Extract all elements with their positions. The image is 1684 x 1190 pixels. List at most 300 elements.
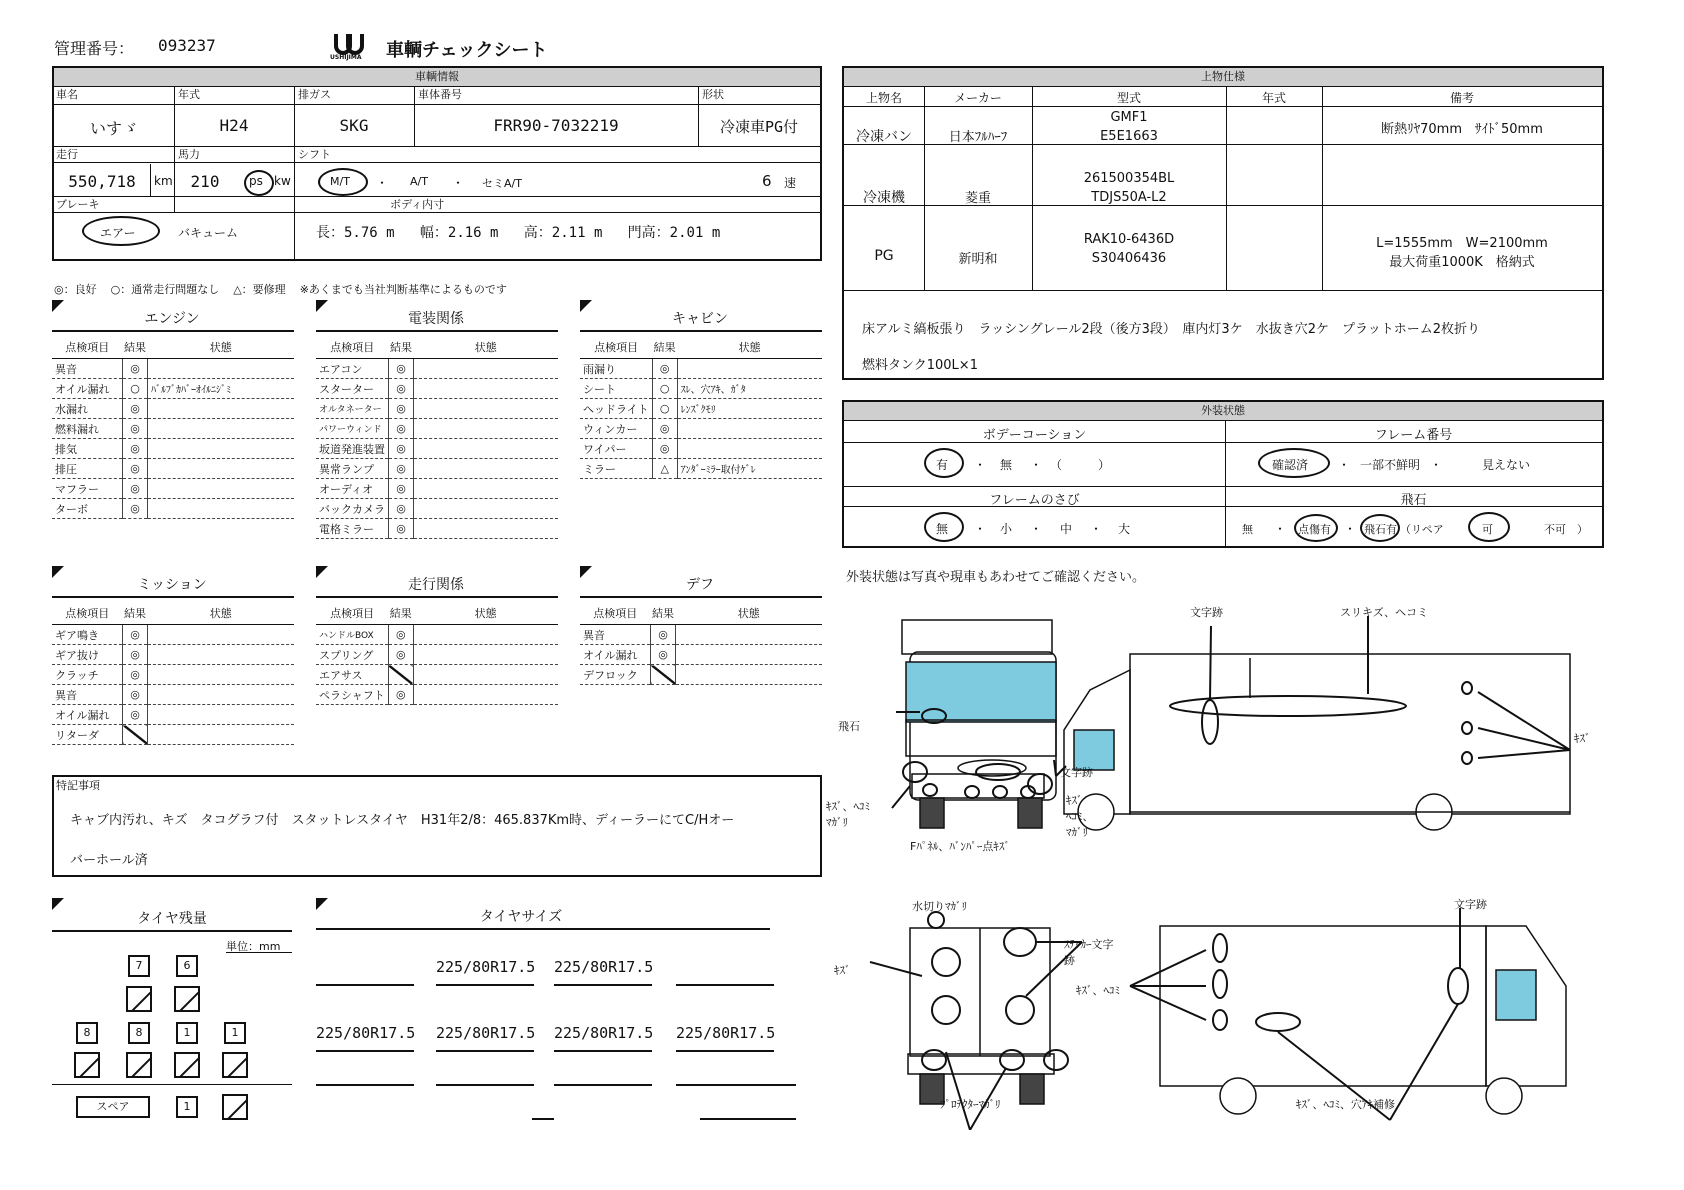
check-item: スプリング <box>316 645 388 665</box>
check-row <box>580 439 822 459</box>
check-state <box>148 479 295 499</box>
check-row <box>52 499 294 519</box>
check-result: ◎ <box>388 645 413 665</box>
tire-size-title: タイヤサイズ <box>479 909 563 925</box>
body-dimensions: 長：5.76 m 幅：2.16 m 高：2.11 m 門高：2.01 m <box>316 225 721 241</box>
check-result: ◎ <box>389 379 414 399</box>
check-row <box>580 399 822 419</box>
truck-diagrams <box>830 590 1670 1130</box>
upper-model-1: RAK10-6436D <box>1083 232 1175 247</box>
check-row <box>316 665 558 685</box>
tire-size-r1-3: 225/80R17.5 <box>554 958 654 976</box>
check-result: ◎ <box>388 685 413 705</box>
ps-unit: ps <box>249 174 263 188</box>
label-chassis: 車体番号 <box>418 88 462 101</box>
check-state <box>414 479 559 499</box>
check-row <box>52 645 294 665</box>
rust-0: 無 <box>936 522 949 536</box>
body-height: 2.11 <box>551 225 586 241</box>
col-header: 状態 <box>148 602 295 625</box>
label-car-name: 車名 <box>56 88 78 101</box>
check-result: ◎ <box>123 439 148 459</box>
check-state: ﾊﾞﾙﾌﾞｶﾊﾞｰｵｲﾙﾆｼﾞﾐ <box>148 379 295 399</box>
upper-name: 冷凍機 <box>863 190 905 206</box>
upper-col-note: 備考 <box>1449 91 1474 105</box>
diff-title: デフ <box>686 577 714 593</box>
label-shift: シフト <box>298 148 331 161</box>
check-item: 坂道発進装置 <box>316 439 389 459</box>
col-header: 結果 <box>652 336 677 359</box>
tire-rear-4: 1 <box>224 1022 246 1044</box>
legend: ◎：良好 ○：通常走行問題なし △：要修理 ※あくまでも当社判断基準によるものです <box>54 283 507 296</box>
cabin-title: キャビン <box>672 311 728 327</box>
upper-model-1: 261500354BL <box>1083 171 1175 186</box>
stone-fuka: 不可 ） <box>1544 523 1588 536</box>
rust-2: 中 <box>1060 522 1073 536</box>
check-row <box>580 645 822 665</box>
check-item: 雨漏り <box>580 359 652 379</box>
check-result: ○ <box>652 379 677 399</box>
exterior-header: 外装状態 <box>844 402 1602 421</box>
check-state: ｱﾝﾀﾞｰﾐﾗｰ取付ｹﾞﾚ <box>677 459 822 479</box>
check-row <box>52 725 294 745</box>
check-result: ◎ <box>123 685 148 705</box>
check-result: ◎ <box>123 399 148 419</box>
check-item: ワイパー <box>580 439 652 459</box>
check-result: ◎ <box>389 479 414 499</box>
upper-name: PG <box>874 248 894 264</box>
check-result: ◎ <box>123 665 148 685</box>
check-item: ギア抜け <box>52 645 123 665</box>
vehicle-info-box: 車輌情報 車名 年式 排ガス 車体番号 形状 いすゞ H24 SKG FRR90-7032219 冷凍車PG付 走行 馬力 シフト 550,718 km 210 ps kw M/T ・ A/T ・ セミA/T 6 速 ブレーキ ボディ内寸 エアー バキューム 長：5.76 m 幅：2.16 m 高：2.11 m 門高：2.01 m <box>52 66 822 261</box>
rust-3: 大 <box>1118 522 1131 536</box>
upper-maker: 菱重 <box>964 191 991 206</box>
check-item: エアコン <box>316 359 389 379</box>
check-result: ◎ <box>123 359 148 379</box>
col-header: 結果 <box>388 602 413 625</box>
check-row <box>52 379 294 399</box>
col-header: 結果 <box>651 602 676 625</box>
gas-value: SKG <box>339 116 369 135</box>
check-result: ◎ <box>389 499 414 519</box>
check-state <box>414 379 559 399</box>
check-row <box>52 459 294 479</box>
remarks-line1: キャブ内汚れ、キズ タコグラフ付 スタットレスタイヤ H31年2/8：465.837Km時、ディーラーにてC/Hオー <box>70 813 735 828</box>
rust-title: フレームのさび <box>989 493 1080 508</box>
check-item: 排気 <box>52 439 123 459</box>
check-result: ◎ <box>388 625 413 645</box>
check-state <box>148 419 295 439</box>
check-result: ◎ <box>389 519 414 539</box>
ann-rear-kizu: ｷｽﾞ <box>834 964 851 977</box>
col-header: 状態 <box>414 336 559 359</box>
check-item: 排圧 <box>52 459 123 479</box>
check-row <box>52 419 294 439</box>
check-row <box>52 479 294 499</box>
tire-size-r2-3: 225/80R17.5 <box>554 1024 654 1042</box>
tire-front-right: 6 <box>176 955 198 977</box>
check-result: ◎ <box>123 459 148 479</box>
door-height: 2.01 <box>669 225 704 241</box>
check-item: ヘッドライト <box>580 399 652 419</box>
check-state <box>414 519 559 539</box>
shift-semi: セミA/T <box>482 177 522 190</box>
check-row <box>316 499 558 519</box>
remarks-line2: バーホール済 <box>70 853 148 868</box>
mission-table <box>52 602 294 745</box>
hp-value: 210 <box>190 172 220 191</box>
truck-side-view-2-icon <box>1160 926 1566 1114</box>
check-result: ◎ <box>652 419 677 439</box>
check-row <box>316 625 558 645</box>
cabin-table <box>580 336 822 479</box>
frame-title: フレーム番号 <box>1374 428 1453 443</box>
check-result: ◎ <box>389 459 414 479</box>
coat-title: ボデーコーション <box>982 428 1087 443</box>
upper-name: 冷凍バン <box>856 129 912 145</box>
check-row <box>52 399 294 419</box>
check-result: ◎ <box>651 645 676 665</box>
check-result: ○ <box>123 379 148 399</box>
brake-air: エアー <box>100 226 136 240</box>
ann-front-kizu-left: ｷｽﾞ、ﾍｺﾐ ﾏｶﾞﾘ <box>826 800 870 829</box>
check-item: ギア鳴き <box>52 625 123 645</box>
label-shape: 形状 <box>702 88 724 101</box>
check-result: ◎ <box>123 479 148 499</box>
check-result: ◎ <box>123 645 148 665</box>
col-header: 点検項目 <box>580 336 652 359</box>
check-item: ターボ <box>52 499 123 519</box>
upper-memo-2: 燃料タンク100L×1 <box>862 358 978 373</box>
check-state <box>414 439 559 459</box>
check-row <box>52 705 294 725</box>
check-state <box>677 419 822 439</box>
check-item: ミラー <box>580 459 652 479</box>
col-header: 状態 <box>677 336 822 359</box>
tire-size-r2-2: 225/80R17.5 <box>436 1024 536 1042</box>
upper-note-1: 断熱ﾘﾔ70mm ｻｲﾄﾞ50mm <box>1381 122 1543 137</box>
col-header: 状態 <box>148 336 295 359</box>
check-state <box>676 625 823 645</box>
check-state <box>414 359 559 379</box>
gears-unit: 速 <box>784 176 797 190</box>
engine-title: エンジン <box>144 311 200 327</box>
col-header: 結果 <box>123 602 148 625</box>
check-result <box>651 665 676 685</box>
check-item: 燃料漏れ <box>52 419 123 439</box>
check-row <box>52 665 294 685</box>
check-result: ◎ <box>123 625 148 645</box>
tire-remain-title: タイヤ残量 <box>137 911 207 927</box>
check-item: オイル漏れ <box>52 705 123 725</box>
tire-unit: 単位：mm <box>226 940 281 953</box>
ann-side2-bottom: ｷｽﾞ、ﾍｺﾐ、穴ｱｷ補修 <box>1296 1098 1395 1111</box>
check-result: △ <box>652 459 677 479</box>
label-mileage: 走行 <box>56 148 78 161</box>
denso-title: 電装関係 <box>408 311 464 327</box>
frame-part: 一部不鮮明 <box>1360 458 1421 472</box>
check-row <box>316 359 558 379</box>
col-header: 点検項目 <box>580 602 651 625</box>
check-state <box>677 359 822 379</box>
ann-front-moji: 文字跡 <box>1190 606 1223 619</box>
check-item: 水漏れ <box>52 399 123 419</box>
check-state <box>148 499 295 519</box>
stone-nashi: 無 <box>1242 523 1253 536</box>
upper-model-2: TDJS50A-L2 <box>1091 190 1167 205</box>
stone-repair: （リペア <box>1400 523 1444 536</box>
label-body: ボディ内寸 <box>390 198 445 211</box>
check-item: オイル漏れ <box>52 379 123 399</box>
vehicle-info-header: 車輌情報 <box>54 68 820 87</box>
stone-ka: 可 <box>1482 523 1493 536</box>
check-state <box>413 625 558 645</box>
check-state <box>148 725 295 745</box>
diff-table <box>580 602 822 685</box>
check-result: ○ <box>652 399 677 419</box>
check-result: ◎ <box>652 439 677 459</box>
check-item: 異音 <box>52 685 123 705</box>
ann-front-moji2: 文字跡 <box>1060 766 1093 779</box>
check-row <box>316 379 558 399</box>
check-row <box>580 379 822 399</box>
check-row <box>316 645 558 665</box>
upper-model-2: E5E1663 <box>1100 129 1158 144</box>
ann-front-scratch: スリキズ、ヘコミ <box>1340 606 1429 619</box>
check-row <box>316 685 558 705</box>
gears-value: 6 <box>762 172 772 190</box>
upper-note-1: L=1555mm W=2100mm <box>1376 236 1548 251</box>
ann-front-kizu-right: ｷｽﾞ ﾍｺﾐ、 ﾏｶﾞﾘ <box>1066 794 1094 839</box>
check-state <box>677 439 822 459</box>
check-state <box>148 359 295 379</box>
ann-side2-moji: 文字跡 <box>1454 898 1487 911</box>
check-item: 異常ランプ <box>316 459 389 479</box>
kanri-label: 管理番号： <box>54 39 135 58</box>
check-row <box>580 419 822 439</box>
soukou-table <box>316 602 558 705</box>
col-header: 点検項目 <box>52 602 123 625</box>
check-state: ﾚﾝｽﾞｸﾓﾘ <box>677 399 822 419</box>
exterior-note: 外装状態は写真や現車もあわせてご確認ください。 <box>846 570 1146 585</box>
ann-rear-mizu: 水切りﾏｶﾞﾘ <box>912 900 967 913</box>
check-item: 電格ミラー <box>316 519 389 539</box>
check-item: オーディオ <box>316 479 389 499</box>
check-item: デフロック <box>580 665 651 685</box>
upper-memo-1: 床アルミ縞板張り ラッシングレール2段（後方3段） 庫内灯3ケ 水抜き穴2ケ プラットホーム2枚折り <box>862 322 1480 337</box>
stone-title: 飛石 <box>1400 493 1427 508</box>
tire-rear-2: 8 <box>128 1022 150 1044</box>
ann-rear-protector: ﾌﾟﾛﾃｸﾀｰﾏｶﾞﾘ <box>940 1098 1001 1111</box>
check-item: シート <box>580 379 652 399</box>
tire-size-r2-4: 225/80R17.5 <box>676 1024 776 1042</box>
check-row <box>580 665 822 685</box>
chassis-value: FRR90-7032219 <box>493 116 619 135</box>
upper-maker: 新明和 <box>958 252 998 267</box>
upper-col-year: 年式 <box>1261 91 1286 105</box>
body-length: 5.76 <box>344 225 378 241</box>
check-row <box>52 359 294 379</box>
frame-ok: 確認済 <box>1272 458 1309 472</box>
coat-paren: （ ） <box>1050 458 1111 472</box>
check-row <box>580 359 822 379</box>
check-row <box>580 625 822 645</box>
col-header: 結果 <box>123 336 148 359</box>
check-item: スターター <box>316 379 389 399</box>
check-result: ◎ <box>389 439 414 459</box>
shape-value: 冷凍車PG付 <box>719 118 799 136</box>
tire-size-r2-1: 225/80R17.5 <box>316 1024 416 1042</box>
check-row <box>316 419 558 439</box>
check-item: バックカメラ <box>316 499 389 519</box>
check-state <box>148 459 295 479</box>
check-state <box>414 399 559 419</box>
label-hp: 馬力 <box>178 148 200 161</box>
check-state <box>414 419 559 439</box>
check-row <box>316 519 558 539</box>
remarks-box <box>52 775 822 877</box>
stone-kizu: 点傷有 <box>1298 523 1331 536</box>
check-result: ◎ <box>652 359 677 379</box>
check-row <box>52 685 294 705</box>
coat-ari: 有 <box>936 458 949 472</box>
check-state <box>148 399 295 419</box>
tire-rear-3: 1 <box>176 1022 198 1044</box>
check-row <box>316 399 558 419</box>
coat-nashi: 無 <box>1000 458 1013 472</box>
page-title: 車輌チェックシート <box>386 40 548 61</box>
tire-spare: 1 <box>176 1096 198 1118</box>
body-width: 2.16 <box>447 225 482 241</box>
check-result: ◎ <box>389 419 414 439</box>
truck-side-view-icon <box>1064 654 1570 830</box>
check-item: ペラシャフト <box>316 685 388 705</box>
ann-side-kizu: ｷｽﾞ <box>1574 732 1591 745</box>
upper-spec-header: 上物仕様 <box>844 68 1602 87</box>
check-item: マフラー <box>52 479 123 499</box>
check-state <box>676 665 823 685</box>
remarks-label: 特記事項 <box>56 779 100 792</box>
stone-ishi: 飛石有 <box>1364 523 1397 536</box>
check-state <box>414 459 559 479</box>
col-header: 結果 <box>389 336 414 359</box>
col-header: 状態 <box>413 602 558 625</box>
check-item: オルタネーター <box>316 399 389 419</box>
check-item: エアサス <box>316 665 388 685</box>
label-gas: 排ガス <box>298 88 331 101</box>
label-brake: ブレーキ <box>56 198 100 211</box>
check-state: ｽﾚ、穴ｱｷ、ｶﾞﾀ <box>677 379 822 399</box>
check-item: クラッチ <box>52 665 123 685</box>
check-result: ◎ <box>651 625 676 645</box>
ann-front-stone: 飛石 <box>838 720 860 733</box>
check-state <box>413 645 558 665</box>
check-state <box>414 499 559 519</box>
label-year: 年式 <box>178 88 200 101</box>
year-value: H24 <box>219 116 249 135</box>
check-result: ◎ <box>389 359 414 379</box>
check-state <box>413 685 558 705</box>
check-result: ◎ <box>123 705 148 725</box>
check-state <box>148 685 295 705</box>
col-header: 点検項目 <box>316 602 388 625</box>
check-row <box>316 439 558 459</box>
check-state <box>148 645 295 665</box>
check-item: 異音 <box>580 625 651 645</box>
col-header: 点検項目 <box>52 336 123 359</box>
brake-vacuum: バキューム <box>178 226 239 240</box>
check-item: ハンドルBOX <box>316 625 388 645</box>
exterior-box: 外装状態 ボデーコーション フレーム番号 有 ・ 無 ・ （ ） 確認済 ・ 一部不鮮明 ・ 見えない フレームのさび 飛石 無 ・ 小 ・ 中 ・ 大 無 ・ 点傷有 ・ 飛石有 （リペア 可 不可 ） <box>842 400 1604 548</box>
kw-unit: kw <box>274 174 291 188</box>
check-state <box>148 439 295 459</box>
check-result: ◎ <box>123 419 148 439</box>
check-row <box>52 439 294 459</box>
tire-size-r1-2: 225/80R17.5 <box>436 958 536 976</box>
frame-no: 見えない <box>1482 458 1531 472</box>
upper-model-1: GMF1 <box>1110 110 1148 125</box>
car-name-value: いすゞ <box>89 119 138 138</box>
check-state <box>676 645 823 665</box>
check-item: オイル漏れ <box>580 645 651 665</box>
check-item: 異音 <box>52 359 123 379</box>
upper-model-2: S30406436 <box>1091 251 1167 266</box>
check-result: ◎ <box>389 399 414 419</box>
check-item: ウィンカー <box>580 419 652 439</box>
upper-note-2: 最大荷重1000K 格納式 <box>1389 255 1535 270</box>
ann-side2-kizu: ｷｽﾞ、ﾍｺﾐ <box>1076 984 1120 997</box>
check-result <box>388 665 413 685</box>
check-row <box>52 625 294 645</box>
upper-col-maker: メーカー <box>954 91 1002 105</box>
col-header: 点検項目 <box>316 336 389 359</box>
mission-title: ミッション <box>137 577 207 593</box>
check-item: パワーウィンド <box>316 419 389 439</box>
tire-front-left: 7 <box>128 955 150 977</box>
check-row <box>316 459 558 479</box>
km-unit: km <box>154 174 173 188</box>
check-state <box>413 665 558 685</box>
rust-1: 小 <box>1000 522 1013 536</box>
soukou-title: 走行関係 <box>408 577 464 593</box>
check-state <box>148 665 295 685</box>
upper-spec-box <box>842 66 1604 380</box>
upper-maker: 日本ﾌﾙﾊｰﾌ <box>948 130 1008 145</box>
tire-rear-1: 8 <box>76 1022 98 1044</box>
check-item: リターダ <box>52 725 123 745</box>
ann-rear-sticker: ｽﾃｯｶｰ文字 跡 <box>1064 938 1114 967</box>
logo <box>330 32 376 60</box>
check-result <box>123 725 148 745</box>
spare-label: スペア <box>76 1096 150 1118</box>
denso-table <box>316 336 558 539</box>
check-state <box>148 625 295 645</box>
mileage-value: 550,718 <box>68 172 136 191</box>
upper-col-model: 型式 <box>1116 91 1141 105</box>
engine-table <box>52 336 294 519</box>
col-header: 状態 <box>676 602 823 625</box>
check-row <box>316 479 558 499</box>
check-result: ◎ <box>123 499 148 519</box>
check-state <box>148 705 295 725</box>
ann-front-panel: Fﾊﾟﾈﾙ、ﾊﾞﾝﾊﾟｰ点ｷｽﾞ <box>910 840 1010 853</box>
shift-at: A/T <box>410 175 428 188</box>
logo-text: USHIJIMA <box>330 54 362 61</box>
upper-col-name: 上物名 <box>865 91 902 105</box>
shift-mt: M/T <box>330 175 350 188</box>
check-row <box>580 459 822 479</box>
kanri-value: 093237 <box>158 36 216 55</box>
